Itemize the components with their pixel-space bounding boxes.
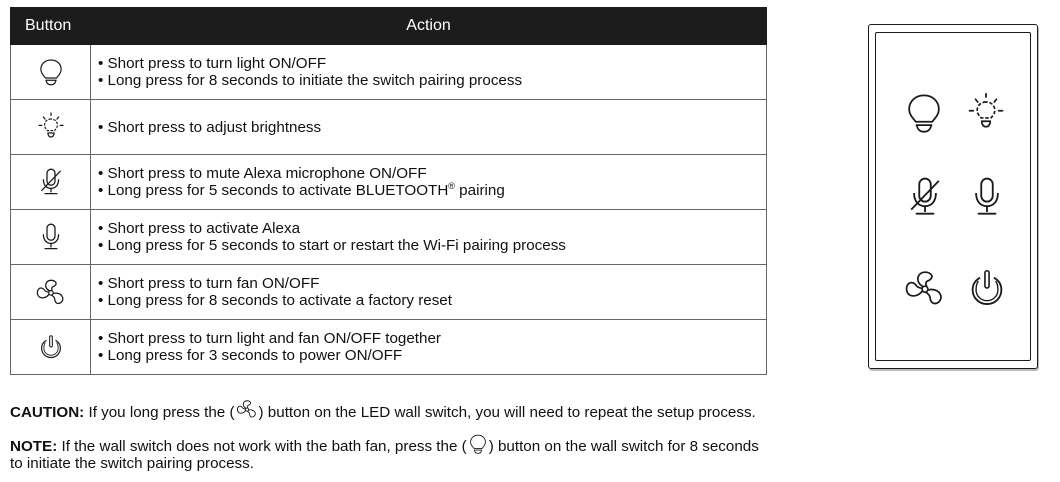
wall-switch-panel	[868, 24, 1038, 369]
bulb-icon[interactable]	[902, 91, 946, 135]
mic-mute-icon[interactable]	[902, 174, 948, 220]
table-header-row	[11, 8, 767, 45]
caution-note	[10, 397, 756, 421]
table-row	[11, 265, 767, 320]
action-line: • Long press for 8 seconds to activate a factory reset	[98, 292, 452, 309]
icon-cell	[11, 100, 91, 155]
table-row	[11, 100, 767, 155]
fan-icon[interactable]	[902, 265, 948, 311]
fan-icon	[235, 397, 259, 421]
action-cell	[91, 155, 767, 210]
action-line: • Short press to activate Alexa	[98, 220, 301, 237]
action-cell	[91, 45, 767, 100]
action-cell	[91, 100, 767, 155]
action-line: • Short press to turn light and fan ON/OFF together	[98, 330, 441, 347]
caution-text-before: If you long press the (	[88, 404, 235, 421]
pairing-note	[10, 433, 759, 472]
caution-label: CAUTION:	[10, 404, 85, 421]
power-icon	[36, 332, 66, 362]
action-cell	[91, 320, 767, 375]
mic-mute-icon	[35, 166, 67, 198]
icon-cell	[11, 320, 91, 375]
note-line: to initiate the switch pairing process.	[10, 455, 254, 472]
registered-mark: ®	[448, 180, 455, 191]
bulb-icon	[36, 57, 66, 87]
action-text: • Long press for 5 seconds to activate BLUETOOTH	[98, 182, 449, 199]
action-cell	[91, 265, 767, 320]
action-line: • Long press for 8 seconds to initiate the switch pairing process	[98, 72, 523, 89]
header-button: Button	[11, 8, 91, 45]
table-row	[11, 320, 767, 375]
action-line: • Short press to adjust brightness	[98, 118, 322, 136]
table-row	[11, 155, 767, 210]
mic-icon[interactable]	[964, 174, 1010, 220]
note-text-before: If the wall switch does not work with the bath fan, press the (	[61, 438, 467, 455]
note-text-after: ) button on the wall switch for 8 seconds	[488, 438, 759, 455]
action-line: • Long press for 3 seconds to power ON/OFF	[98, 347, 403, 364]
icon-cell	[11, 265, 91, 320]
brightness-icon	[35, 111, 67, 143]
bulb-icon	[467, 433, 489, 455]
action-line: • Short press to mute Alexa microphone ON/OFF	[98, 165, 427, 182]
icon-cell	[11, 45, 91, 100]
icon-cell	[11, 155, 91, 210]
table-row	[11, 210, 767, 265]
action-text: pairing	[459, 182, 505, 199]
note-line	[10, 433, 759, 455]
action-line: • Short press to turn light ON/OFF	[98, 55, 327, 72]
caution-text-after: ) button on the LED wall switch, you will need to repeat the setup process.	[258, 404, 756, 421]
wall-switch-face	[875, 32, 1031, 361]
brightness-icon[interactable]	[964, 91, 1008, 135]
mic-icon	[35, 221, 67, 253]
icon-cell	[11, 210, 91, 265]
action-line: • Short press to turn fan ON/OFF	[98, 275, 320, 292]
power-icon[interactable]	[964, 265, 1010, 311]
button-action-table	[10, 7, 767, 375]
action-line	[98, 182, 766, 199]
fan-icon	[34, 275, 68, 309]
table-row	[11, 45, 767, 100]
header-action: Action	[91, 8, 767, 45]
note-label: NOTE:	[10, 438, 58, 455]
action-cell	[91, 210, 767, 265]
action-line: • Long press for 5 seconds to start or restart the Wi-Fi pairing process	[98, 237, 566, 254]
